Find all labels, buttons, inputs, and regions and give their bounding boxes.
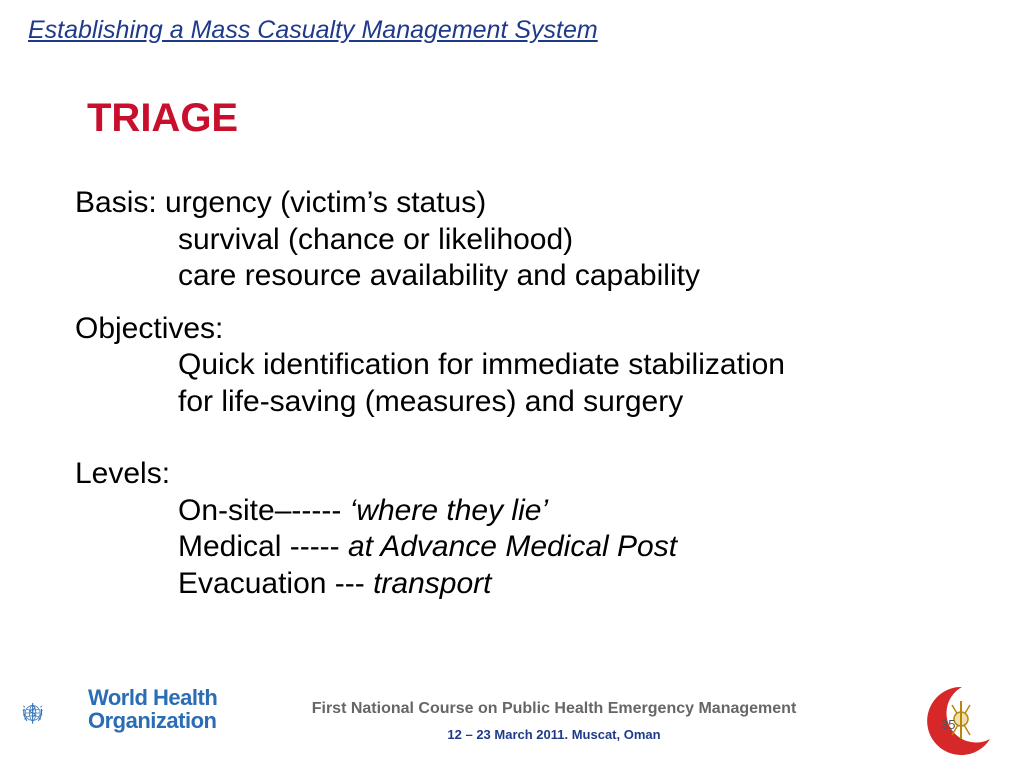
objectives-label: Objectives:	[75, 311, 224, 345]
basis-item-3: care resource availability and capability	[178, 259, 700, 292]
who-logo-line-1: World Health	[88, 685, 218, 710]
course-name: First National Course on Public Health Emergency Management	[311, 700, 797, 717]
course-dates: 12 – 23 March 2011. Muscat, Oman	[447, 727, 661, 742]
level-evacuation	[75, 566, 785, 603]
level-medical	[75, 529, 785, 566]
levels-label: Levels:	[75, 457, 171, 490]
level-onsite	[75, 493, 785, 530]
slide-body	[75, 185, 785, 602]
basis-line-1	[75, 185, 785, 222]
level-onsite-prefix: On-site–-----	[178, 493, 350, 527]
basis-item-1: urgency (victim’s status)	[165, 186, 487, 219]
level-medical-prefix: Medical -----	[178, 530, 348, 563]
slide-number: 35	[941, 717, 956, 732]
objectives-item-2: for life-saving (measures) and surgery	[178, 384, 684, 418]
slide-title: TRIAGE	[87, 96, 239, 140]
presentation-title: Establishing a Mass Casualty Management System	[28, 16, 598, 44]
level-onsite-value: ‘where they lie’	[349, 493, 549, 527]
who-logo-icon	[22, 681, 86, 745]
level-medical-value: at Advance Medical Post	[348, 530, 678, 563]
who-logo-line-2: Organization	[88, 708, 217, 733]
objectives-item-1: Quick identification for immediate stabilization	[178, 348, 785, 381]
who-logo-text	[88, 686, 217, 732]
level-evacuation-prefix: Evacuation ---	[178, 566, 374, 600]
level-evacuation-value: transport	[373, 566, 492, 600]
basis-item-2: survival (chance or likelihood)	[178, 222, 574, 256]
basis-label: Basis:	[75, 186, 166, 219]
